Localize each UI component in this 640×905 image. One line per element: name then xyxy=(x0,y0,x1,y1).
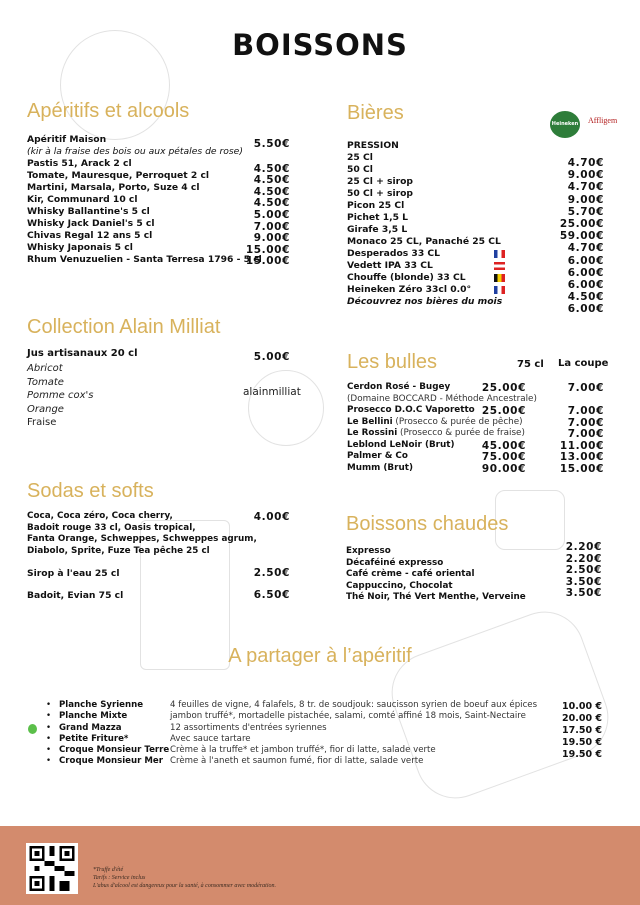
item-label: Girafe 3,5 L xyxy=(347,224,408,235)
chaudes-list xyxy=(346,546,526,604)
menu-item xyxy=(347,284,507,296)
badoit-label: Badoit, Evian 75 cl xyxy=(27,590,124,601)
menu-item xyxy=(347,296,507,308)
price: 25.00€ xyxy=(559,218,604,231)
section-title-aperitifs: Apéritifs et alcools xyxy=(27,100,190,122)
price: 20.00 € xyxy=(562,713,602,724)
menu-item: Orange xyxy=(27,403,64,415)
flag-icon xyxy=(494,274,505,282)
price: 4.70€ xyxy=(567,242,604,255)
col-75cl: 75 cl xyxy=(517,359,544,370)
price: 2.20€ xyxy=(565,552,602,565)
price-75cl: 75.00€ xyxy=(481,451,526,463)
sketch-decoration xyxy=(248,370,324,446)
footer xyxy=(0,826,640,905)
price: 6.00€ xyxy=(567,303,604,316)
item-label: Cerdon Rosé - Bugey xyxy=(347,382,451,392)
list-item xyxy=(32,734,572,745)
menu-item: Chivas Regal 12 ans 5 cl xyxy=(27,230,153,241)
price: 3.50€ xyxy=(565,587,602,600)
bullet-icon: • xyxy=(46,745,52,756)
vegetarian-icon xyxy=(28,724,37,734)
bullet-icon: • xyxy=(46,722,52,733)
bullet-icon: • xyxy=(46,733,52,744)
menu-item xyxy=(347,248,507,260)
item-desc: Crème à la truffe* et jambon truffé*, fior di latte, salade verte xyxy=(170,745,436,756)
milliat-head: Jus artisanaux 20 cl xyxy=(27,348,138,359)
footer-note: L'abus d'alcool est dangereux pour la santé, à consommer avec modération. xyxy=(93,883,276,889)
menu-item xyxy=(347,236,507,248)
menu-item: Apéritif Maison xyxy=(27,134,107,145)
price: 19.50 € xyxy=(562,749,602,760)
list-item xyxy=(32,723,572,734)
menu-item: Rhum Venuzuelien - Santa Terresa 1796 - 5 cl xyxy=(27,254,262,265)
list-item xyxy=(32,745,572,756)
item-label: Desperados 33 CL xyxy=(347,248,441,259)
price-75cl: 45.00€ xyxy=(481,439,526,452)
price: 15.00€ xyxy=(245,243,290,256)
item-label: Picon 25 Cl xyxy=(347,200,405,211)
menu-item xyxy=(347,140,507,152)
menu-item: Whisky Ballantine's 5 cl xyxy=(27,206,150,217)
item-label: PRESSION xyxy=(347,140,399,151)
menu-item: (kir à la fraise des bois ou aux pétales de rose) xyxy=(27,146,243,157)
price: 4.50€ xyxy=(253,185,290,198)
sodas-price: 4.00€ xyxy=(253,511,290,523)
menu-item xyxy=(347,224,507,236)
item-label: Découvrez nos bières du mois xyxy=(347,296,503,307)
bullet-icon: • xyxy=(46,700,52,710)
menu-item: Pastis 51, Arack 2 cl xyxy=(27,158,132,169)
price-coupe: 7.00€ xyxy=(567,416,604,429)
section-title-chaudes: Boissons chaudes xyxy=(346,513,509,535)
list-item xyxy=(32,756,572,767)
menu-item xyxy=(347,212,507,224)
flag-icon xyxy=(494,286,505,294)
item-note: (Domaine BOCCARD - Méthode Ancestrale) xyxy=(347,393,537,404)
price: 6.00€ xyxy=(567,254,604,267)
item-note: (Prosecco & purée de pêche) xyxy=(392,416,523,427)
price: 2.50€ xyxy=(565,564,602,577)
item-name: Planche Syrienne xyxy=(59,700,144,710)
menu-item: Pomme cox's xyxy=(27,390,94,402)
item-label: Le Rossini xyxy=(347,428,398,438)
price: 19.50 € xyxy=(562,737,602,748)
price: 5.70€ xyxy=(567,205,604,218)
menu-item xyxy=(347,405,607,417)
price-coupe: 7.00€ xyxy=(567,428,604,440)
aperitifs-prices xyxy=(246,139,290,268)
price-coupe: 11.00€ xyxy=(559,439,604,452)
price: 2.20€ xyxy=(565,541,602,553)
footer-notes xyxy=(93,866,276,890)
price-coupe: 7.00€ xyxy=(567,382,604,394)
list-item xyxy=(32,711,572,722)
price: 4.70€ xyxy=(567,157,604,169)
flag-icon xyxy=(494,250,505,258)
menu-item: Whisky Jack Daniel's 5 cl xyxy=(27,218,155,229)
price: 59.00€ xyxy=(559,230,604,243)
menu-item: Diabolo, Sprite, Fuze Tea pêche 25 cl xyxy=(27,545,210,556)
price: 9.00€ xyxy=(567,193,604,206)
price: 4.70€ xyxy=(567,181,604,194)
item-name: Croque Monsieur Terre xyxy=(59,745,170,756)
menu-item xyxy=(347,164,507,176)
alain-milliat-logo: alainmilliat xyxy=(243,386,301,398)
qr-code-icon xyxy=(29,846,75,891)
heineken-logo: Heineken xyxy=(550,111,580,138)
item-label: Monaco 25 CL, Panaché 25 CL xyxy=(347,236,501,247)
affligem-logo: Affligem xyxy=(588,116,618,125)
price: 5.00€ xyxy=(253,208,290,221)
price: 5.50€ xyxy=(253,138,290,150)
menu-item: Coca, Coca zéro, Coca cherry, xyxy=(27,511,173,521)
page-title: BOISSONS xyxy=(232,28,408,62)
price: 6.00€ xyxy=(567,266,604,279)
price: 9.00€ xyxy=(567,169,604,182)
item-note: (Prosecco & purée de fraise) xyxy=(397,428,525,438)
menu-item: Whisky Japonais 5 cl xyxy=(27,242,133,253)
bieres-list xyxy=(347,140,507,308)
item-label: Palmer & Co xyxy=(347,451,408,461)
item-label: Le Bellini xyxy=(347,416,393,427)
menu-item: Fraise xyxy=(27,417,57,429)
menu-item: Tomate, Mauresque, Perroquet 2 cl xyxy=(27,170,210,181)
price-coupe: 7.00€ xyxy=(567,405,604,417)
menu-item xyxy=(347,417,607,429)
item-label: Chouffe (blonde) 33 CL xyxy=(347,272,466,283)
price: 3.50€ xyxy=(565,575,602,588)
item-label: Prosecco D.O.C Vaporetto xyxy=(347,405,475,415)
menu-item xyxy=(347,260,507,272)
item-desc: jambon truffé*, mortadelle pistachée, salami, comté affiné 18 mois, Saint-Nectaire xyxy=(170,711,526,722)
badoit-price: 6.50€ xyxy=(253,589,290,601)
price: 17.50 € xyxy=(562,725,602,736)
menu-item: Fanta Orange, Schweppes, Schweppes agrum, xyxy=(27,534,257,544)
price-75cl: 90.00€ xyxy=(481,462,526,475)
menu-item xyxy=(347,152,507,164)
menu-item xyxy=(347,463,607,475)
section-title-partager: A partager à l’apéritif xyxy=(228,645,412,667)
menu-item xyxy=(347,188,507,200)
menu-item xyxy=(347,382,607,394)
partager-prices xyxy=(562,701,602,761)
footer-note: *Truffe d'été xyxy=(93,867,124,873)
price-75cl: 25.00€ xyxy=(481,382,526,394)
footer-note: Tarifs : Service inclus xyxy=(93,875,146,881)
menu-item xyxy=(347,451,607,463)
item-name: Grand Mazza xyxy=(59,722,122,733)
section-title-bieres: Bières xyxy=(347,102,404,124)
menu-item: Thé Noir, Thé Vert Menthe, Verveine xyxy=(346,592,526,602)
item-label: Leblond LeNoir (Brut) xyxy=(347,439,455,450)
item-label: 50 Cl xyxy=(347,164,373,175)
price: 4.50€ xyxy=(253,197,290,210)
price: 4.50€ xyxy=(567,291,604,304)
menu-item xyxy=(347,394,607,406)
menu-item: Badoit rouge 33 cl, Oasis tropical, xyxy=(27,522,196,533)
milliat-price: 5.00€ xyxy=(253,351,290,363)
price-coupe: 15.00€ xyxy=(559,462,604,475)
item-desc: 12 assortiments d'entrées syriennes xyxy=(170,722,327,733)
item-desc: Crème à l'aneth et saumon fumé, fior di latte, salade verte xyxy=(170,756,424,767)
menu-item xyxy=(347,272,507,284)
price-coupe: 13.00€ xyxy=(559,451,604,463)
sirop-price: 2.50€ xyxy=(253,567,290,579)
qr-code[interactable] xyxy=(26,843,78,894)
item-desc: 4 feuilles de vigne, 4 falafels, 8 tr. de soudjouk: saucisson syrien de boeuf aux épices xyxy=(170,700,538,710)
item-name: Petite Friture* xyxy=(59,733,129,744)
item-label: Heineken Zéro 33cl 0.0° xyxy=(347,284,472,295)
price: 10.00 € xyxy=(562,701,602,712)
section-title-milliat: Collection Alain Milliat xyxy=(27,316,221,338)
bulles-list xyxy=(347,382,607,474)
price: 6.00€ xyxy=(567,279,604,292)
item-label: Vedett IPA 33 CL xyxy=(347,260,433,271)
item-label: Pichet 1,5 L xyxy=(347,212,409,223)
item-label: 25 Cl xyxy=(347,152,373,163)
menu-item: Kir, Communard 10 cl xyxy=(27,194,138,205)
section-title-bulles: Les bulles xyxy=(347,351,438,373)
menu-item: Café crème - café oriental xyxy=(346,569,475,579)
menu-item: Expresso xyxy=(346,546,391,556)
aperitifs-list xyxy=(27,134,262,266)
menu-item: Martini, Marsala, Porto, Suze 4 cl xyxy=(27,182,200,193)
price: 7.00€ xyxy=(253,220,290,233)
menu-item xyxy=(347,176,507,188)
menu-item: Cappuccino, Chocolat xyxy=(346,580,453,591)
price: 4.50€ xyxy=(253,162,290,175)
list-item xyxy=(32,700,572,711)
price: 4.50€ xyxy=(253,174,290,187)
price: 9.00€ xyxy=(253,232,290,245)
chaudes-prices xyxy=(566,542,602,600)
item-label: Mumm (Brut) xyxy=(347,462,413,473)
bieres-prices xyxy=(560,157,604,316)
col-coupe: La coupe xyxy=(558,358,609,369)
menu-item xyxy=(347,440,607,452)
bullet-icon: • xyxy=(46,756,52,767)
menu-item: Tomate xyxy=(27,376,64,388)
price-75cl: 25.00€ xyxy=(481,405,526,417)
item-name: Planche Mixte xyxy=(59,711,128,722)
bullet-icon: • xyxy=(46,711,52,722)
price: 15.00€ xyxy=(245,255,290,268)
sodas-list xyxy=(27,511,257,557)
sirop-label: Sirop à l'eau 25 cl xyxy=(27,568,120,579)
section-title-sodas: Sodas et softs xyxy=(27,480,154,502)
item-label: 50 Cl + sirop xyxy=(347,188,414,199)
partager-list xyxy=(32,700,572,768)
menu-item: Abricot xyxy=(27,363,63,374)
menu-item xyxy=(347,200,507,212)
milliat-list xyxy=(27,362,93,430)
menu-item xyxy=(347,428,607,440)
flag-icon xyxy=(494,262,505,270)
menu-item: Décaféiné expresso xyxy=(346,557,444,568)
item-desc: Avec sauce tartare xyxy=(170,733,251,744)
item-label: 25 Cl + sirop xyxy=(347,176,414,187)
item-name: Croque Monsieur Mer xyxy=(59,756,163,767)
